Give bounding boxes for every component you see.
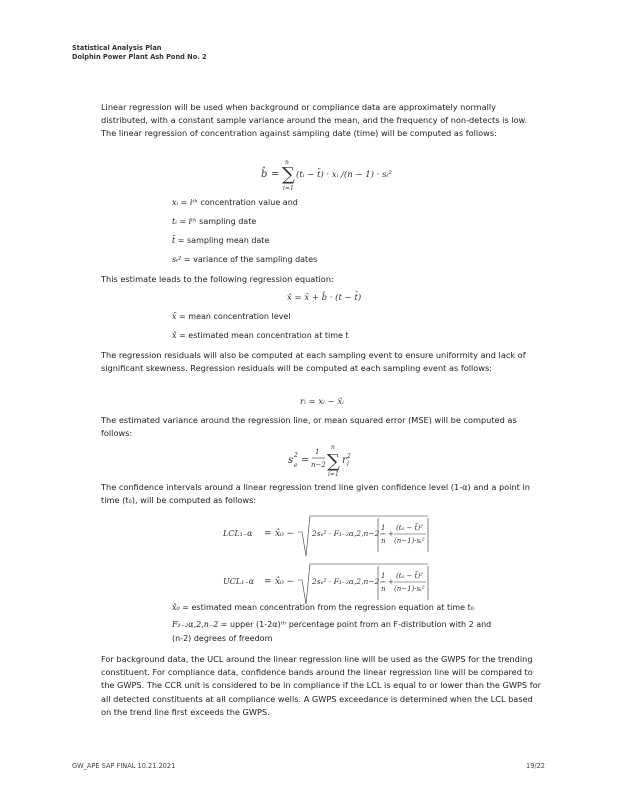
- svg-text:=: =: [301, 455, 310, 466]
- svg-text:1: 1: [381, 524, 386, 532]
- def-xbar: x̄ = mean concentration level: [172, 312, 291, 321]
- header-title: Statistical Analysis Plan: [72, 44, 162, 52]
- svg-text:x̂₀ −: x̂₀ −: [275, 529, 295, 539]
- svg-text:r: r: [342, 455, 347, 466]
- svg-text:1: 1: [381, 572, 386, 580]
- svg-text:n: n: [381, 585, 386, 593]
- svg-text:n: n: [381, 537, 386, 545]
- def-f-distribution: F₁₋₂α,2,n₋2 = upper (1-2α)ᵗʰ percentage point from an F-distribution with 2 and: [172, 620, 492, 629]
- footer-document-id: GW_APE SAP FINAL 10.21.2021: [72, 762, 176, 770]
- mse-equation: [285, 440, 365, 478]
- residual-equation: rᵢ = xᵢ − x̂ᵢ: [300, 397, 344, 407]
- def-tbar: t̄ = sampling mean date: [172, 236, 270, 245]
- svg-text:=: =: [264, 529, 272, 539]
- svg-text:(tᵢ − t̄) · xᵢ /(n − 1) · sₜ²: (tᵢ − t̄) · xᵢ /(n − 1) · sₜ²: [296, 170, 392, 180]
- svg-text:2sₑ² · F₁₋₂α,2,n−2 ·: 2sₑ² · F₁₋₂α,2,n−2 ·: [312, 529, 385, 538]
- svg-text:(n−1)·sₜ²: (n−1)·sₜ²: [394, 537, 425, 545]
- paragraph-confidence-intervals: The confidence intervals around a linear regression trend line given confidence level (1-α) and a point in time (t₀), will be computed as follows:: [101, 482, 530, 506]
- def-xhat: x̂ = estimated mean concentration at time t: [172, 331, 349, 340]
- def-ti: tᵢ = iᵗʰ sampling date: [172, 217, 257, 226]
- svg-text:+: +: [388, 530, 394, 538]
- paragraph-mse: The estimated variance around the regression line, or mean squared error (MSE) will be computed as follows:: [101, 415, 517, 439]
- svg-text:UCL₁₋α: UCL₁₋α: [223, 577, 255, 586]
- svg-text:LCL₁₋α: LCL₁₋α: [223, 529, 253, 538]
- svg-text:e: e: [294, 462, 298, 469]
- svg-text:+: +: [388, 578, 394, 586]
- svg-text:i: i: [347, 461, 349, 468]
- paragraph-linear-regression: Linear regression will be used when background or compliance data are approximately normally distributed, with a constant sample variance around the mean, and the frequency of non-detects is low. The linear regression of concentration against sampling date (time) will be computed as follows:: [101, 102, 528, 139]
- svg-text:n−2: n−2: [311, 461, 326, 469]
- svg-text:n: n: [331, 444, 335, 451]
- lcl-equation: [218, 512, 448, 562]
- svg-text:1: 1: [315, 448, 320, 456]
- svg-text:2: 2: [294, 452, 298, 459]
- slope-equation: [250, 158, 400, 192]
- svg-text:=: =: [264, 577, 272, 587]
- svg-text:b̂: b̂: [261, 169, 268, 180]
- paragraph-gwps-compliance: For background data, the UCL around the linear regression line will be used as the GWPS for the trending constituent. For compliance data, confidence bands around the linear regression line will be compared to the GWPS. The CCR unit is considered to be in compliance if the LCL is equal to or lower than the GWPS for all detected constituents at all compliance wells. A GWPS exceedance is determined when the LCL based on the trend line first exceeds the GWPS.: [101, 654, 541, 717]
- svg-text:(t₀ − t̄)²: (t₀ − t̄)²: [396, 572, 424, 580]
- header-subtitle: Dolphin Power Plant Ash Pond No. 2: [72, 53, 207, 61]
- svg-text:s: s: [288, 455, 294, 466]
- svg-text:i=1: i=1: [283, 185, 294, 192]
- svg-text:=: =: [271, 169, 280, 180]
- paragraph-residuals: The regression residuals will also be computed at each sampling event to ensure uniformity and lack of significant skewness. Regression residuals will be computed at each sampling event as follows:: [101, 350, 526, 374]
- svg-text:n: n: [285, 159, 289, 166]
- svg-text:2sₑ² · F₁₋₂α,2,n−2 ·: 2sₑ² · F₁₋₂α,2,n−2 ·: [312, 577, 385, 586]
- svg-text:x̂₀ −: x̂₀ −: [275, 577, 295, 587]
- paragraph-regression-intro: This estimate leads to the following regression equation:: [101, 274, 334, 284]
- footer-page-number: 19/22: [526, 762, 546, 770]
- def-degrees-freedom: (n-2) degrees of freedom: [172, 634, 273, 643]
- svg-text:∑: ∑: [327, 451, 340, 472]
- def-x0hat: x̂₀ = estimated mean concentration from the regression equation at time t₀: [172, 603, 474, 612]
- def-st2: sₜ² = variance of the sampling dates: [172, 255, 318, 264]
- svg-text:2: 2: [347, 453, 351, 460]
- regression-equation: x̂ = x̄ + b̂ · (t − t̄): [287, 293, 362, 303]
- svg-text:(n−1)·sₜ²: (n−1)·sₜ²: [394, 585, 425, 593]
- svg-text:(t₀ − t̄)²: (t₀ − t̄)²: [396, 524, 424, 532]
- svg-text:i=1: i=1: [328, 471, 339, 478]
- def-xi: xᵢ = iᵗʰ concentration value and: [172, 198, 298, 207]
- svg-text:∑: ∑: [282, 164, 295, 185]
